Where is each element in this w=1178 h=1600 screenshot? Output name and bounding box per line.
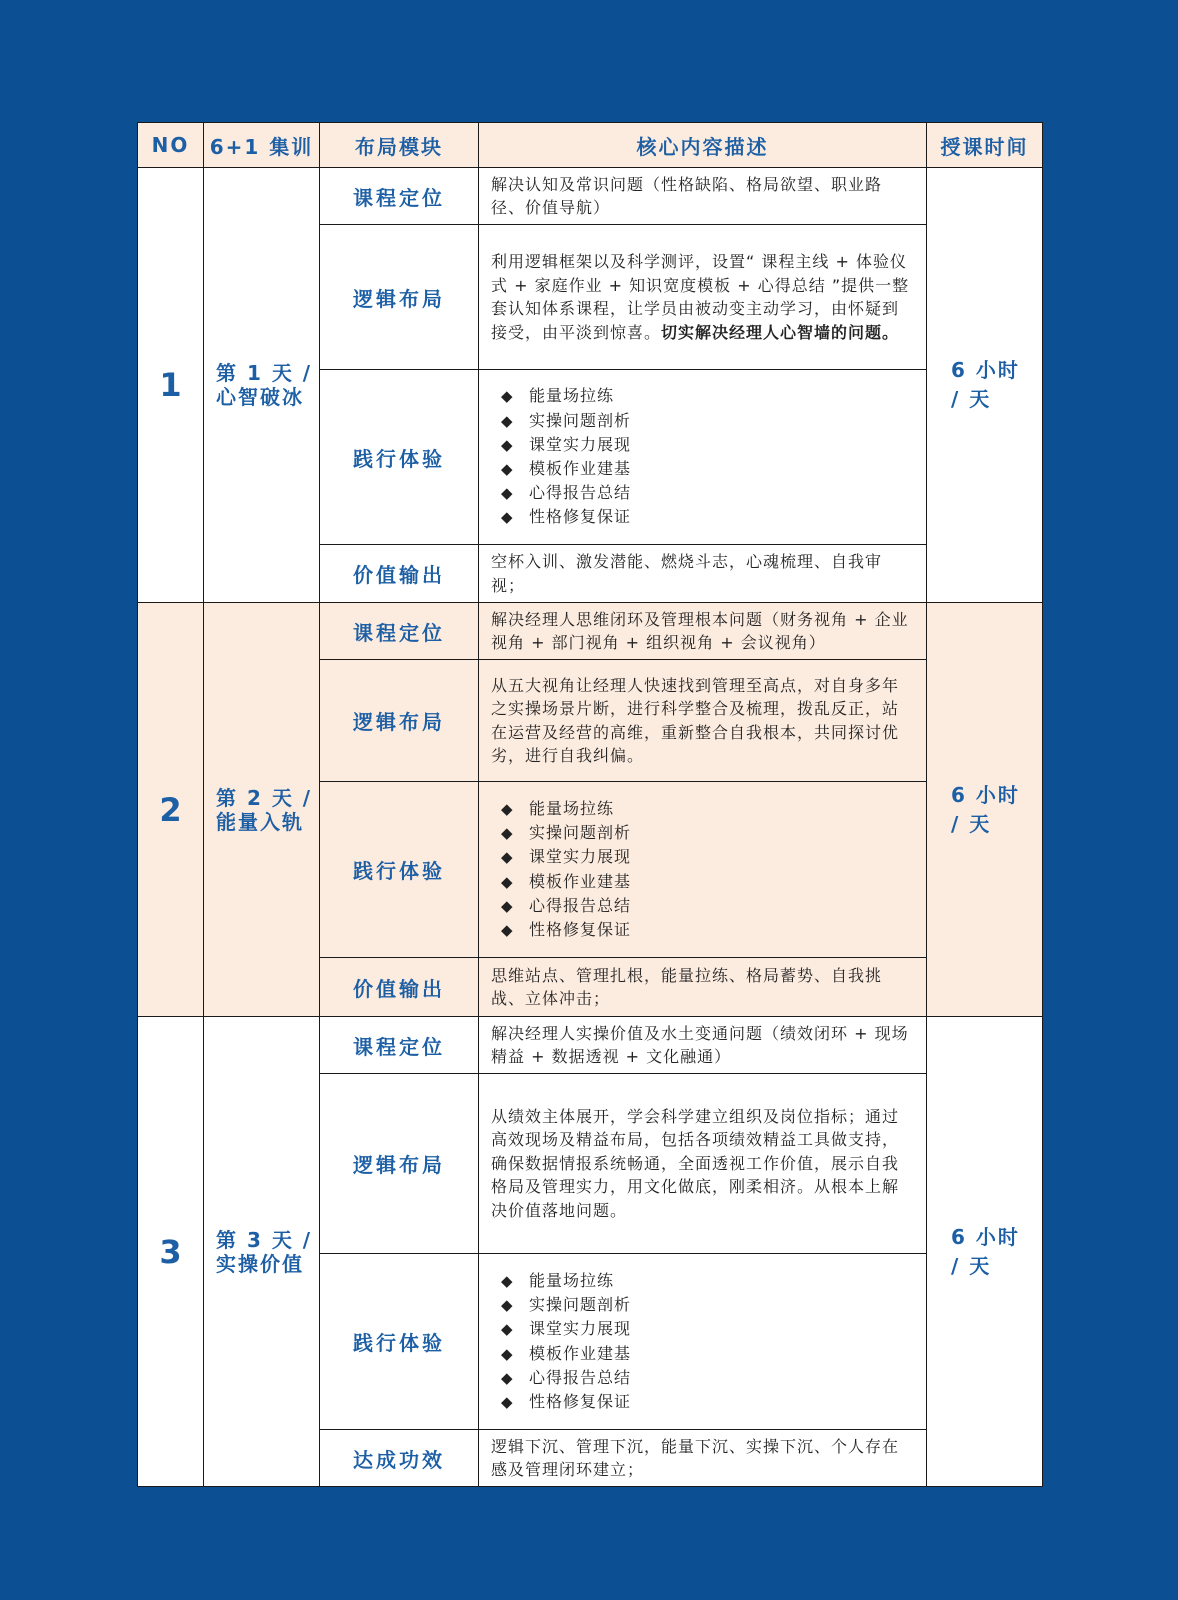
list-item: ◆ 实操问题剖析: [501, 1293, 914, 1317]
class-time-line2: / 天: [951, 387, 992, 411]
day-title: [204, 168, 320, 603]
module-description: [479, 782, 927, 958]
class-time: [927, 1017, 1043, 1487]
header-time: 授课时间: [927, 123, 1043, 168]
module-description: [479, 225, 927, 370]
bullet-list: [491, 1269, 914, 1414]
diamond-icon: ◆: [501, 1392, 514, 1411]
module-description: [479, 370, 927, 545]
header-row: [138, 123, 1043, 168]
diamond-icon: ◆: [501, 872, 514, 891]
module-description: 解决经理人实操价值及水土变通问题（绩效闭环 + 现场精益 + 数据透视 + 文化融通）: [479, 1017, 927, 1074]
diamond-icon: ◆: [501, 411, 514, 430]
module-description: [479, 1254, 927, 1430]
class-time: [927, 168, 1043, 603]
module-label: 践行体验: [320, 370, 479, 545]
class-time-line2: / 天: [951, 811, 992, 836]
description-emphasis: 切实解决经理人心智墙的问题。: [661, 322, 900, 342]
diamond-icon: ◆: [501, 1344, 514, 1363]
list-item: ◆ 模板作业建基: [501, 457, 914, 481]
day-title-line2: 心智破冰: [216, 385, 304, 409]
table-row: [138, 1017, 1043, 1074]
module-description: 解决认知及常识问题（性格缺陷、格局欲望、职业路径、价值导航）: [479, 168, 927, 225]
description-text: 利用逻辑框架以及科学测评，设置“ 课程主线 + 体验仪式 + 家庭作业 + 知识宽度模板 + 心得总结 ”提供一整套认知体系课程，让学员由被动变主动学习，由怀疑到接受，由平淡到惊喜。: [491, 252, 910, 342]
module-label: 达成功效: [320, 1430, 479, 1487]
bullet-list: [491, 384, 914, 529]
diamond-icon: ◆: [501, 1320, 514, 1339]
module-label: 践行体验: [320, 1254, 479, 1430]
diamond-icon: ◆: [501, 1271, 514, 1290]
module-label: 课程定位: [320, 603, 479, 660]
day-title-line2: 能量入轨: [216, 809, 304, 834]
diamond-icon: ◆: [501, 920, 514, 939]
class-time-line1: 6 小时: [951, 1224, 1020, 1249]
day-number: 1: [138, 168, 204, 603]
diamond-icon: ◆: [501, 435, 514, 454]
diamond-icon: ◆: [501, 824, 514, 843]
class-time: [927, 603, 1043, 1017]
list-item: ◆ 能量场拉练: [501, 797, 914, 821]
module-label: 逻辑布局: [320, 660, 479, 782]
module-description: 逻辑下沉、管理下沉，能量下沉、实操下沉、个人存在感及管理闭环建立；: [479, 1430, 927, 1487]
table-row: [138, 168, 1043, 225]
bullet-list: [491, 797, 914, 942]
module-description: 从五大视角让经理人快速找到管理至高点，对自身多年之实操场景片断，进行科学整合及梳理，拨乱反正，站在运营及经营的高维，重新整合自我根本，共同探讨优劣，进行自我纠偏。: [479, 660, 927, 782]
class-time-line1: 6 小时: [951, 358, 1020, 382]
module-label: 课程定位: [320, 168, 479, 225]
day-number: 3: [138, 1017, 204, 1487]
list-item: ◆ 性格修复保证: [501, 918, 914, 942]
day-title-line1: 第 3 天 /: [216, 1227, 313, 1252]
module-label: 价值输出: [320, 958, 479, 1017]
module-label: 课程定位: [320, 1017, 479, 1074]
list-item: ◆ 性格修复保证: [501, 1390, 914, 1414]
list-item: ◆ 模板作业建基: [501, 870, 914, 894]
list-item: ◆ 能量场拉练: [501, 384, 914, 408]
diamond-icon: ◆: [501, 508, 514, 527]
list-item: ◆ 心得报告总结: [501, 481, 914, 505]
day-title-line1: 第 1 天 /: [216, 361, 313, 385]
training-schedule-table: [137, 122, 1043, 1487]
list-item: ◆ 实操问题剖析: [501, 821, 914, 845]
diamond-icon: ◆: [501, 896, 514, 915]
diamond-icon: ◆: [501, 484, 514, 503]
list-item: ◆ 心得报告总结: [501, 1366, 914, 1390]
header-module: 布局模块: [320, 123, 479, 168]
class-time-line2: / 天: [951, 1253, 992, 1278]
schedule-sheet: [137, 122, 1042, 1492]
day-title-line1: 第 2 天 /: [216, 785, 313, 810]
day-title: [204, 603, 320, 1017]
diamond-icon: ◆: [501, 460, 514, 478]
module-label: 逻辑布局: [320, 1074, 479, 1254]
module-description: 从绩效主体展开，学会科学建立组织及岗位指标；通过高效现场及精益布局，包括各项绩效精益工具做支持，确保数据情报系统畅通，全面透视工作价值，展示自我格局及管理实力，用文化做底，刚柔相济。从根本上解决价值落地问题。: [479, 1074, 927, 1254]
class-time-line1: 6 小时: [951, 782, 1020, 807]
header-day: 6+1 集训: [204, 123, 320, 168]
list-item: ◆ 实操问题剖析: [501, 409, 914, 433]
diamond-icon: ◆: [501, 799, 514, 818]
list-item: ◆ 能量场拉练: [501, 1269, 914, 1293]
diamond-icon: ◆: [501, 1296, 514, 1315]
day-number: 2: [138, 603, 204, 1017]
module-description: 思维站点、管理扎根，能量拉练、格局蓄势、自我挑战、立体冲击；: [479, 958, 927, 1017]
list-item: ◆ 课堂实力展现: [501, 433, 914, 457]
module-description: 解决经理人思维闭环及管理根本问题（财务视角 + 企业视角 + 部门视角 + 组织视角 + 会议视角）: [479, 603, 927, 660]
module-label: 逻辑布局: [320, 225, 479, 370]
list-item: ◆ 性格修复保证: [501, 505, 914, 529]
diamond-icon: ◆: [501, 1368, 514, 1387]
list-item: ◆ 课堂实力展现: [501, 1317, 914, 1341]
header-content: 核心内容描述: [479, 123, 927, 168]
diamond-icon: ◆: [501, 848, 514, 867]
day-title: [204, 1017, 320, 1487]
table-row: [138, 603, 1043, 660]
module-label: 践行体验: [320, 782, 479, 958]
header-no: NO: [138, 123, 204, 168]
list-item: ◆ 课堂实力展现: [501, 845, 914, 869]
day-title-line2: 实操价值: [216, 1251, 304, 1276]
module-label: 价值输出: [320, 545, 479, 603]
list-item: ◆ 心得报告总结: [501, 894, 914, 918]
list-item: ◆ 模板作业建基: [501, 1342, 914, 1366]
diamond-icon: ◆: [501, 387, 514, 406]
module-description: 空杯入训、激发潜能、燃烧斗志，心魂梳理、自我审视；: [479, 545, 927, 603]
